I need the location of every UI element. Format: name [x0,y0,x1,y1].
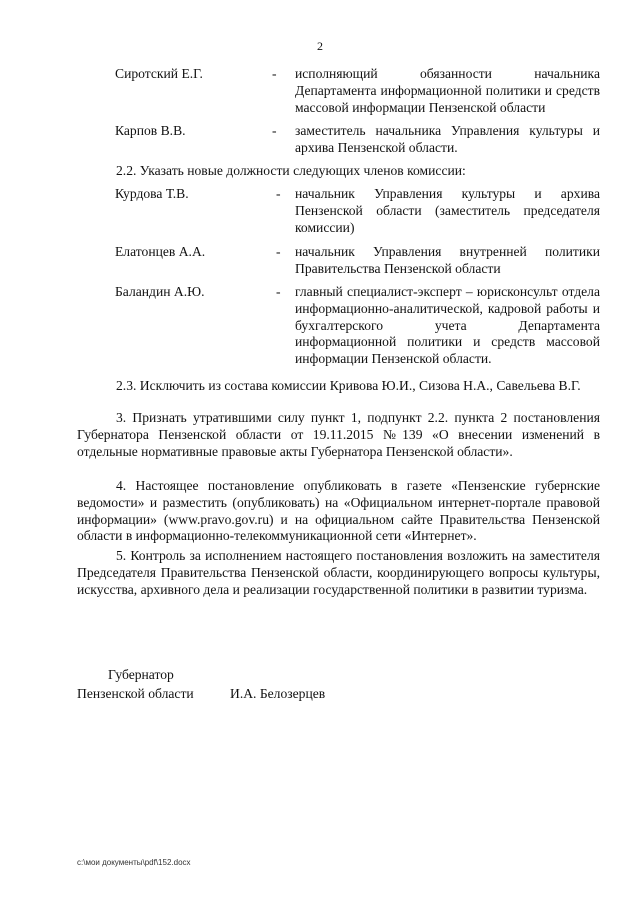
paragraph-4: 4. Настоящее постановление опубликовать в газете «Пензенские губернские ведомости» и разместить (опубликовать) на «Официальном интернет-портале правовой информации» (www.pravo.gov.ru) и на официальном сайте Правительства Пензенской области в информационно-телекоммуникационной сети «Интернет». [77,478,600,544]
footer-file-path: c:\мои документы\pdf\152.docx [77,858,191,867]
member-dash: - [276,284,281,299]
member-description: главный специалист-эксперт – юрисконсульт отдела информационно-аналитической, кадровой работы и бухгалтерского учета Департамента информационной политики и средств массовой информации Пензенской области. [295,284,600,367]
member-name: Елатонцев А.А. [115,244,206,259]
member-name: Карпов В.В. [115,123,186,138]
paragraph-5: 5. Контроль за исполнением настоящего постановления возложить на заместителя Председателя Правительства Пензенской области, координирующего вопросы культуры, искусства, архивного дела и реализации государственной политики в развитии туризма. [77,548,600,597]
member-dash: - [272,123,277,138]
signature-title: Губернатор [108,667,174,682]
member-name: Баландин А.Ю. [115,284,205,299]
signature-region: Пензенской области [77,686,194,701]
member-description: исполняющий обязанности начальника Департамента информационной политики и средств массовой информации Пензенской области [295,66,600,115]
member-description: заместитель начальника Управления культуры и архива Пензенской области. [295,123,600,155]
paragraph-2-3: 2.3. Исключить из состава комиссии Кривова Ю.И., Сизова Н.А., Савельева В.Г. [116,378,581,393]
member-name: Курдова Т.В. [115,186,189,201]
paragraph-3: 3. Признать утратившими силу пункт 1, подпункт 2.2. пункта 2 постановления Губернатора Пензенской области от 19.11.2015 №139 «О внесении изменений в отдельные нормативные правовые акты Губернатора Пензенской области». [77,410,600,459]
member-dash: - [276,186,281,201]
member-dash: - [276,244,281,259]
signature-name: И.А. Белозерцев [230,686,326,701]
section-heading-2-2: 2.2. Указать новые должности следующих членов комиссии: [116,163,466,178]
member-name: Сиротский Е.Г. [115,66,203,81]
member-dash: - [272,66,277,81]
page-number: 2 [317,39,323,53]
member-description: начальник Управления культуры и архива Пензенской области (заместитель председателя комиссии) [295,186,600,235]
member-description: начальник Управления внутренней политики Правительства Пензенской области [295,244,600,276]
